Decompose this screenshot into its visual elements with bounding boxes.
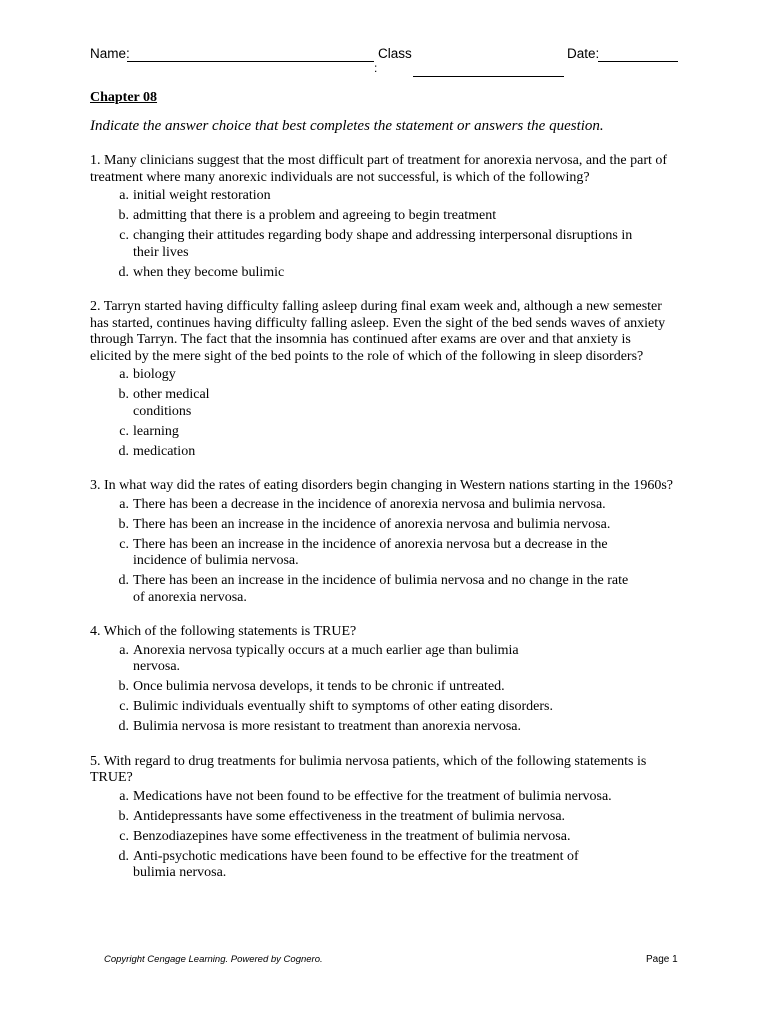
option-letter: a. [119, 188, 129, 203]
answer-option [90, 849, 675, 882]
question-text: 4. Which of the following statements is TRUE? [90, 624, 357, 639]
answer-option [90, 789, 675, 806]
date-field-line [598, 61, 678, 62]
class-colon: : [374, 61, 378, 75]
answer-option [90, 643, 675, 676]
option-letter: b. [118, 387, 129, 402]
option-text: admitting that there is a problem and agreeing to begin treatment [133, 208, 497, 223]
option-letter: b. [118, 679, 129, 694]
question-text: 1. Many clinicians suggest that the most difficult part of treatment for anorexia nervosa, and the part of treatment where many anorexic individuals are not successful, is which of the following? [90, 153, 668, 185]
option-letter: a. [119, 788, 129, 804]
option-letter: a. [119, 367, 129, 382]
class-field-line [413, 76, 564, 77]
footer-page-number: Page 1 [646, 954, 678, 965]
answer-option [90, 387, 675, 420]
answer-option [90, 208, 675, 225]
option-text: changing their attitudes regarding body shape and addressing interpersonal disruptions in their lives [133, 228, 633, 260]
option-letter: c. [119, 228, 129, 243]
option-letter: d. [118, 848, 129, 864]
answer-option [90, 809, 675, 826]
answer-option [90, 367, 675, 384]
option-letter: d. [118, 719, 129, 734]
option-text: Once bulimia nervosa develops, it tends to be chronic if untreated. [133, 679, 505, 694]
option-text: There has been an increase in the incidence of anorexia nervosa but a decrease in the incidence of bulimia nervosa. [133, 536, 608, 568]
option-text: There has been an increase in the incidence of anorexia nervosa and bulimia nervosa. [133, 516, 611, 532]
option-text: medication [133, 443, 196, 459]
option-text: initial weight restoration [133, 188, 271, 203]
option-text: Medications have not been found to be effective for the treatment of bulimia nervosa. [133, 788, 612, 804]
option-text: There has been a decrease in the incidence of anorexia nervosa and bulimia nervosa. [133, 496, 606, 512]
answer-option [90, 679, 675, 696]
option-text: Bulimia nervosa is more resistant to treatment than anorexia nervosa. [133, 719, 521, 734]
option-text: Benzodiazepines have some effectiveness in the treatment of bulimia nervosa. [133, 828, 571, 844]
answer-option [90, 829, 675, 846]
option-text: Bulimic individuals eventually shift to symptoms of other eating disorders. [133, 699, 553, 714]
option-text: learning [133, 423, 179, 439]
answer-option [90, 188, 675, 205]
option-letter: b. [118, 808, 129, 824]
question-5 [90, 754, 675, 882]
option-letter: a. [119, 496, 129, 512]
answer-option [90, 573, 675, 606]
option-letter: c. [119, 699, 129, 714]
option-letter: c. [119, 536, 129, 552]
answer-option [90, 719, 675, 736]
answer-option [90, 497, 675, 514]
name-label: Name: [90, 46, 130, 61]
option-text: Anorexia nervosa typically occurs at a much earlier age than bulimia nervosa. [133, 642, 519, 674]
option-text: Anti-psychotic medications have been found to be effective for the treatment of bulimia nervosa. [133, 848, 579, 880]
answer-option [90, 517, 675, 534]
footer-copyright: Copyright Cengage Learning. Powered by Cognero. [104, 954, 323, 965]
answer-option [90, 265, 675, 282]
answer-option [90, 424, 675, 441]
answer-option [90, 228, 675, 261]
question-2 [90, 299, 675, 460]
question-text: 5. With regard to drug treatments for bulimia nervosa patients, which of the following statements is TRUE? [90, 753, 647, 785]
date-label: Date: [567, 46, 600, 61]
chapter-title: Chapter 08 [90, 90, 158, 105]
name-field-line [127, 61, 374, 62]
option-letter: d. [118, 443, 129, 459]
class-label: Class [378, 46, 412, 61]
option-text: Antidepressants have some effectiveness in the treatment of bulimia nervosa. [133, 808, 566, 824]
question-list [90, 153, 675, 900]
option-letter: c. [119, 828, 129, 844]
answer-option [90, 537, 675, 570]
question-4 [90, 624, 675, 736]
question-1 [90, 153, 675, 281]
option-letter: c. [119, 423, 129, 439]
option-letter: d. [118, 264, 129, 280]
question-3 [90, 478, 675, 606]
question-text: 3. In what way did the rates of eating disorders begin changing in Western nations starting in the 1960s? [90, 478, 673, 493]
answer-option [90, 699, 675, 716]
option-text: other medical conditions [133, 387, 210, 419]
option-text: when they become bulimic [133, 264, 285, 280]
instructions: Indicate the answer choice that best completes the statement or answers the question. [90, 118, 604, 134]
answer-option [90, 444, 675, 461]
question-text: 2. Tarryn started having difficulty falling asleep during final exam week and, although a new semester has started, continues having difficulty falling asleep. Even the sight of the bed sends waves of anxiety through Tarryn. The fact that the insomnia has continued after exams are over and that anxiety is elicited by the mere sight of the bed points to the role of which of the following in sleep disorders? [90, 299, 666, 364]
option-letter: a. [119, 642, 129, 658]
option-letter: b. [118, 516, 129, 532]
option-letter: d. [118, 573, 129, 588]
option-letter: b. [118, 208, 129, 223]
option-text: biology [133, 367, 176, 382]
option-text: There has been an increase in the incidence of bulimia nervosa and no change in the rate of anorexia nervosa. [133, 573, 629, 605]
